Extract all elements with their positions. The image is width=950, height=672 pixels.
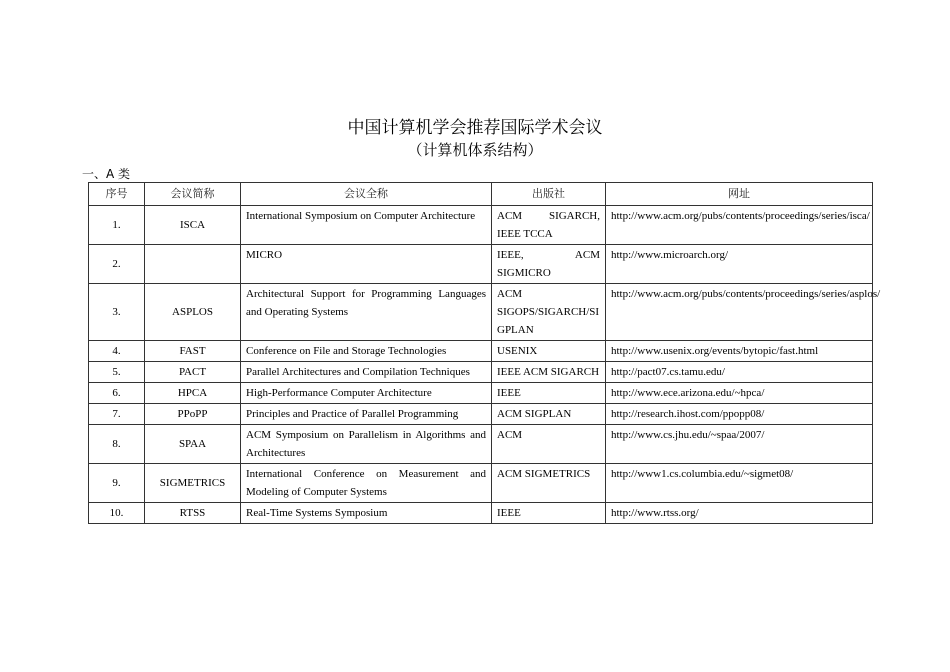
- row-number: 7.: [89, 404, 145, 425]
- conference-full-name: Conference on File and Storage Technologies: [241, 341, 492, 362]
- conference-abbreviation: HPCA: [145, 383, 241, 404]
- conference-abbreviation: SIGMETRICS: [145, 464, 241, 503]
- table-row: [89, 404, 873, 425]
- conference-abbreviation: [145, 245, 241, 284]
- section-heading: 一、A 类: [82, 167, 131, 181]
- conference-url: http://www1.cs.columbia.edu/~sigmet08/: [606, 464, 873, 503]
- conference-full-name: Real-Time Systems Symposium: [241, 503, 492, 524]
- conference-publisher: IEEE ACM SIGARCH: [492, 362, 606, 383]
- conference-full-name: Principles and Practice of Parallel Programming: [241, 404, 492, 425]
- conference-full-name: ACM Symposium on Parallelism in Algorithms and Architectures: [241, 425, 492, 464]
- table-row: [89, 284, 873, 341]
- conference-url: http://pact07.cs.tamu.edu/: [606, 362, 873, 383]
- conference-abbreviation: RTSS: [145, 503, 241, 524]
- table-row: [89, 341, 873, 362]
- conference-publisher: USENIX: [492, 341, 606, 362]
- conference-full-name: Architectural Support for Programming Languages and Operating Systems: [241, 284, 492, 341]
- conference-full-name: MICRO: [241, 245, 492, 284]
- conference-publisher: IEEE: [492, 383, 606, 404]
- conference-url: http://www.cs.jhu.edu/~spaa/2007/: [606, 425, 873, 464]
- row-number: 2.: [89, 245, 145, 284]
- conference-publisher: ACM: [492, 425, 606, 464]
- header-number: 序号: [89, 183, 145, 206]
- row-number: 8.: [89, 425, 145, 464]
- table-row: [89, 383, 873, 404]
- conference-url: http://research.ihost.com/ppopp08/: [606, 404, 873, 425]
- conference-full-name: Parallel Architectures and Compilation Techniques: [241, 362, 492, 383]
- table-row: [89, 245, 873, 284]
- conference-url: http://www.acm.org/pubs/contents/proceedings/series/asplos/: [606, 284, 873, 341]
- conference-abbreviation: SPAA: [145, 425, 241, 464]
- conference-full-name: International Conference on Measurement and Modeling of Computer Systems: [241, 464, 492, 503]
- conference-publisher: ACM SIGOPS/SIGARCH/SIGPLAN: [492, 284, 606, 341]
- conference-full-name: High-Performance Computer Architecture: [241, 383, 492, 404]
- conference-publisher: ACM SIGPLAN: [492, 404, 606, 425]
- row-number: 10.: [89, 503, 145, 524]
- conference-url: http://www.microarch.org/: [606, 245, 873, 284]
- row-number: 4.: [89, 341, 145, 362]
- conference-abbreviation: ISCA: [145, 206, 241, 245]
- conference-full-name: International Symposium on Computer Architecture: [241, 206, 492, 245]
- page-subtitle: （计算机体系结构）: [407, 141, 543, 159]
- table-row: [89, 425, 873, 464]
- conference-url: http://www.usenix.org/events/bytopic/fast.html: [606, 341, 873, 362]
- table-row: [89, 362, 873, 383]
- table-row: [89, 503, 873, 524]
- header-full-name: 会议全称: [241, 183, 492, 206]
- conference-url: http://www.rtss.org/: [606, 503, 873, 524]
- row-number: 1.: [89, 206, 145, 245]
- page-title: 中国计算机学会推荐国际学术会议: [347, 118, 603, 138]
- conference-abbreviation: PPoPP: [145, 404, 241, 425]
- conference-publisher: IEEE, ACM SIGMICRO: [492, 245, 606, 284]
- row-number: 3.: [89, 284, 145, 341]
- row-number: 6.: [89, 383, 145, 404]
- header-abbreviation: 会议简称: [145, 183, 241, 206]
- table-row: [89, 206, 873, 245]
- conference-url: http://www.acm.org/pubs/contents/proceedings/series/isca/: [606, 206, 873, 245]
- conference-table: [88, 182, 881, 524]
- row-number: 9.: [89, 464, 145, 503]
- row-number: 5.: [89, 362, 145, 383]
- header-url: 网址: [606, 183, 873, 206]
- conference-abbreviation: PACT: [145, 362, 241, 383]
- table-header-row: [89, 183, 873, 206]
- conference-abbreviation: ASPLOS: [145, 284, 241, 341]
- header-publisher: 出版社: [492, 183, 606, 206]
- conference-publisher: IEEE: [492, 503, 606, 524]
- conference-abbreviation: FAST: [145, 341, 241, 362]
- conference-url: http://www.ece.arizona.edu/~hpca/: [606, 383, 873, 404]
- conference-publisher: ACM SIGARCH, IEEE TCCA: [492, 206, 606, 245]
- conference-publisher: ACM SIGMETRICS: [492, 464, 606, 503]
- table-row: [89, 464, 873, 503]
